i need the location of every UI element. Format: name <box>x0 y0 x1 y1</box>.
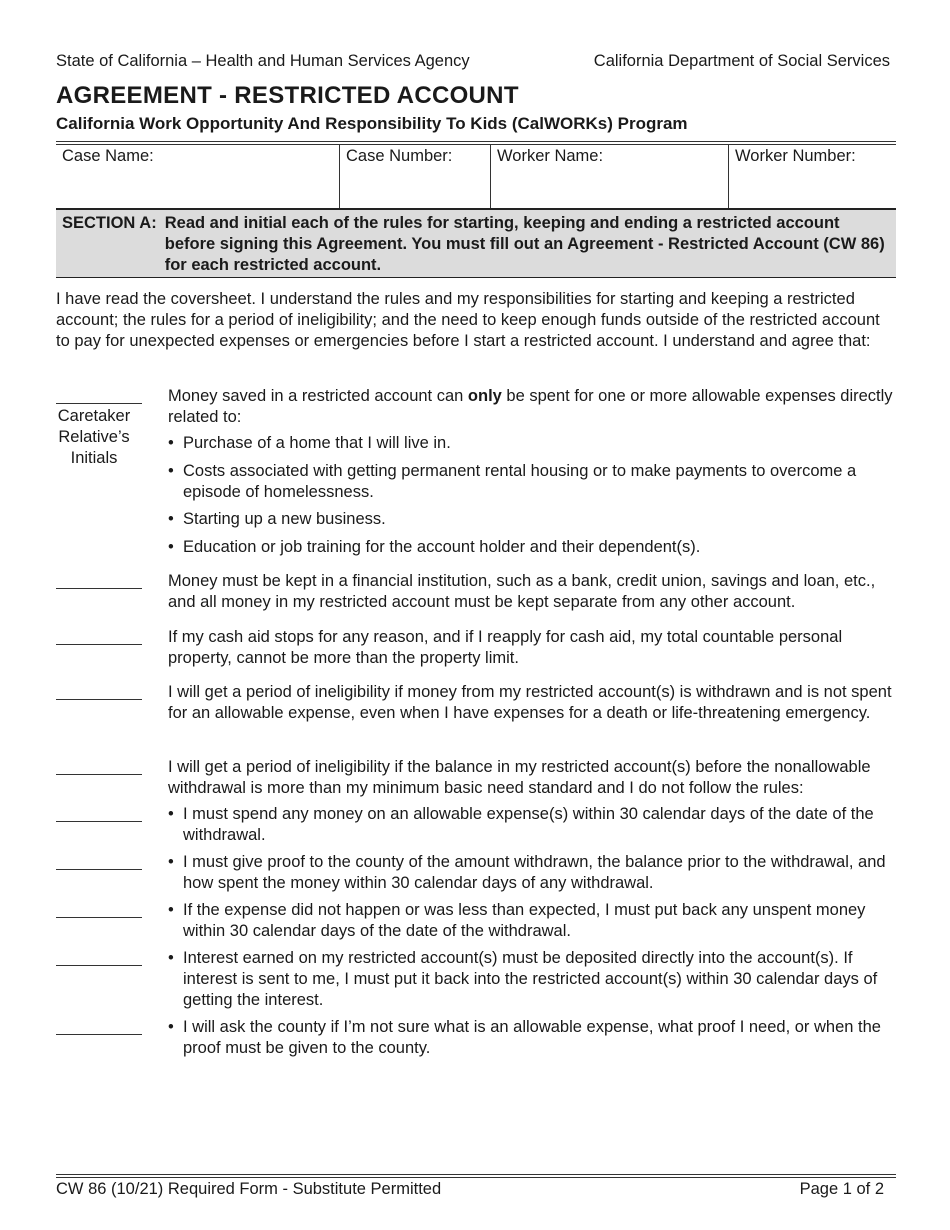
initials-line[interactable] <box>56 948 142 966</box>
case-name-field[interactable] <box>56 144 340 208</box>
rule-text: Money saved in a restricted account can only be spent for one or more allowable expenses directly related to: <box>168 387 893 426</box>
initials-line[interactable] <box>56 627 142 645</box>
case-number-field[interactable] <box>340 144 491 208</box>
list-item: • If the expense did not happen or was less than expected, I must put back any unspent money within 30 calendar days of the date of the withdrawal. <box>168 901 866 940</box>
bullet-icon: • <box>168 805 174 823</box>
rule-text: I will get a period of ineligibility if money from my restricted account(s) is withdrawn and is not spent for an allowable expense, even when I have expenses for a death or life-threatening emergency. <box>168 683 892 722</box>
rule-text: If my cash aid stops for any reason, and if I reapply for cash aid, my total countable personal property, cannot be more than the property limit. <box>168 628 843 667</box>
case-number-label: Case Number: <box>346 147 453 165</box>
header-divider-top <box>56 141 896 142</box>
bullet-icon: • <box>168 949 174 967</box>
worker-number-label: Worker Number: <box>735 147 856 165</box>
case-name-label: Case Name: <box>62 147 154 165</box>
bullet-icon: • <box>168 853 174 871</box>
initials-line[interactable] <box>56 571 142 589</box>
bullet-icon: • <box>168 1018 174 1036</box>
bullet-icon: • <box>168 462 174 480</box>
form-subtitle: California Work Opportunity And Responsibility To Kids (CalWORKs) Program <box>56 114 688 133</box>
list-item: • I will ask the county if I’m not sure what is an allowable expense, what proof I need, or when the proof must be given to the county. <box>168 1018 881 1057</box>
initials-line[interactable] <box>56 1017 142 1035</box>
initials-line[interactable] <box>56 804 142 822</box>
page-number: Page 1 of 2 <box>799 1180 884 1198</box>
list-item: • Starting up a new business. <box>168 510 386 528</box>
initials-line[interactable] <box>56 386 142 404</box>
list-item: • I must spend any money on an allowable expense(s) within 30 calendar days of the date of the withdrawal. <box>168 805 874 844</box>
list-item: • I must give proof to the county of the amount withdrawn, the balance prior to the withdrawal, and how spent the money within 30 calendar days of any withdrawal. <box>168 853 886 892</box>
footer-divider-top <box>56 1174 896 1175</box>
list-item: • Costs associated with getting permanent rental housing or to make payments to overcome a episode of homelessness. <box>168 462 857 501</box>
list-item: • Interest earned on my restricted account(s) must be deposited directly into the account(s). If interest is sent to me, I must put it back into the restricted account(s) within 30 calendar days of getting the interest. <box>168 949 878 1009</box>
section-a-text: Read and initial each of the rules for starting, keeping and ending a restricted account before signing this Agreement. You must fill out an Agreement - Restricted Account (CW 86) for each restricted account. <box>164 214 885 274</box>
agency-name: State of California – Health and Human Services Agency <box>56 52 470 70</box>
initials-line[interactable] <box>56 682 142 700</box>
bullet-icon: • <box>168 538 174 556</box>
section-a-label: SECTION A: <box>62 214 157 232</box>
initials-line[interactable] <box>56 852 142 870</box>
initials-line[interactable] <box>56 900 142 918</box>
bullet-icon: • <box>168 901 174 919</box>
form-id: CW 86 (10/21) Required Form - Substitute Permitted <box>56 1180 442 1198</box>
bullet-icon: • <box>168 510 174 528</box>
rule-text: Money must be kept in a financial institution, such as a bank, credit union, savings and loan, etc., and all money in my restricted account must be kept separate from any other account. <box>168 572 876 611</box>
worker-number-field[interactable] <box>729 144 896 208</box>
worker-name-label: Worker Name: <box>497 147 604 165</box>
section-a-banner <box>56 210 896 278</box>
caretaker-initials-label: Caretaker Relative’s Initials <box>57 407 131 467</box>
case-info-table <box>56 144 896 210</box>
form-title: AGREEMENT - RESTRICTED ACCOUNT <box>56 82 519 109</box>
initials-line[interactable] <box>56 757 142 775</box>
intro-paragraph: I have read the coversheet. I understand the rules and my responsibilities for starting and keeping a restricted account; the rules for a period of ineligibility; and the need to keep enough funds outside of the restricted account to pay for unexpected expenses or emergencies before I start a restricted account. I understand and agree that: <box>56 290 880 350</box>
worker-name-field[interactable] <box>491 144 729 208</box>
footer-divider-bottom <box>56 1177 896 1178</box>
bullet-icon: • <box>168 434 174 452</box>
rule-text: I will get a period of ineligibility if the balance in my restricted account(s) before the nonallowable withdrawal is more than my minimum basic need standard and I do not follow the rules: <box>168 758 871 797</box>
department-name: California Department of Social Services <box>593 52 890 70</box>
list-item: • Education or job training for the account holder and their dependent(s). <box>168 538 701 556</box>
list-item: • Purchase of a home that I will live in. <box>168 434 451 452</box>
